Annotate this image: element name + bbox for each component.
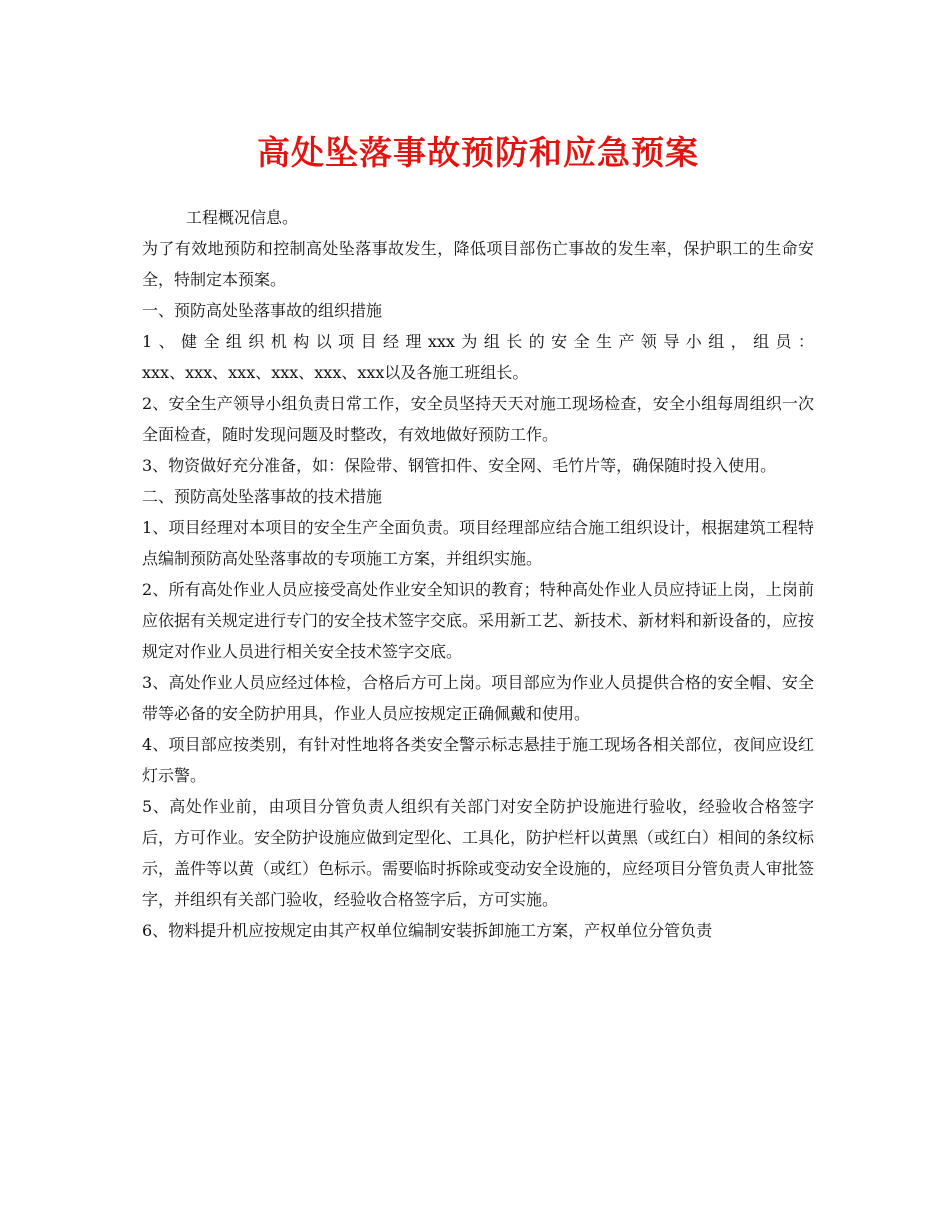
paragraph-org-item-3: 3、物资做好充分准备，如：保险带、钢管扣件、安全网、毛竹片等，确保随时投入使用。	[142, 456, 777, 475]
paragraph-tech-item-5: 5、高处作业前，由项目分管负责人组织有关部门对安全防护设施进行验收，经验收合格签字后，方可作业。安全防护设施应做到定型化、工具化，防护栏杆以黄黑（或红白）相间的条纹标示，盖件等以黄（或红）色标示。需要临时拆除或变动安全设施的，应经项目分管负责人审批签字，并组织有关部门验收，经验收合格签字后，方可实施。	[142, 797, 815, 909]
paragraph-org-item-1-members: xxx、xxx、xxx、xxx、xxx、xxx以及各施工班组长。	[142, 363, 529, 382]
section-heading-technical-measures: 二、预防高处坠落事故的技术措施	[142, 487, 383, 506]
paragraph-project-overview: 工程概况信息。	[186, 208, 299, 227]
paragraph-tech-item-2: 2、所有高处作业人员应接受高处作业安全知识的教育；特种高处作业人员应持证上岗，上岗前应依据有关规定进行专门的安全技术签字交底。采用新工艺、新技术、新材料和新设备的，应按规定对作业人员进行相关安全技术签字交底。	[142, 580, 815, 661]
section-heading-organizational-measures: 一、预防高处坠落事故的组织措施	[142, 301, 383, 320]
paragraph-org-item-1: 1、健全组织机构以项目经理xxx为组长的安全生产领导小组，组员：	[142, 332, 814, 351]
paragraph-tech-item-6: 6、物料提升机应按规定由其产权单位编制安装拆卸施工方案，产权单位分管负责	[142, 921, 713, 940]
paragraph-org-item-2: 2、安全生产领导小组负责日常工作，安全员坚持天天对施工现场检查，安全小组每周组织一次全面检查，随时发现问题及时整改，有效地做好预防工作。	[142, 394, 814, 444]
paragraph-tech-item-1: 1、项目经理对本项目的安全生产全面负责。项目经理部应结合施工组织设计，根据建筑工程特点编制预防高处坠落事故的专项施工方案，并组织实施。	[142, 518, 814, 568]
paragraph-tech-item-4: 4、项目部应按类别，有针对性地将各类安全警示标志悬挂于施工现场各相关部位，夜间应设红灯示警。	[142, 735, 814, 785]
paragraph-tech-item-3: 3、高处作业人员应经过体检，合格后方可上岗。项目部应为作业人员提供合格的安全帽、安全带等必备的安全防护用具，作业人员应按规定正确佩戴和使用。	[142, 673, 814, 723]
document-body	[142, 202, 814, 946]
paragraph-purpose: 为了有效地预防和控制高处坠落事故发生，降低项目部伤亡事故的发生率，保护职工的生命安全，特制定本预案。	[142, 239, 814, 289]
document-title: 高处坠落事故预防和应急预案	[257, 133, 699, 172]
